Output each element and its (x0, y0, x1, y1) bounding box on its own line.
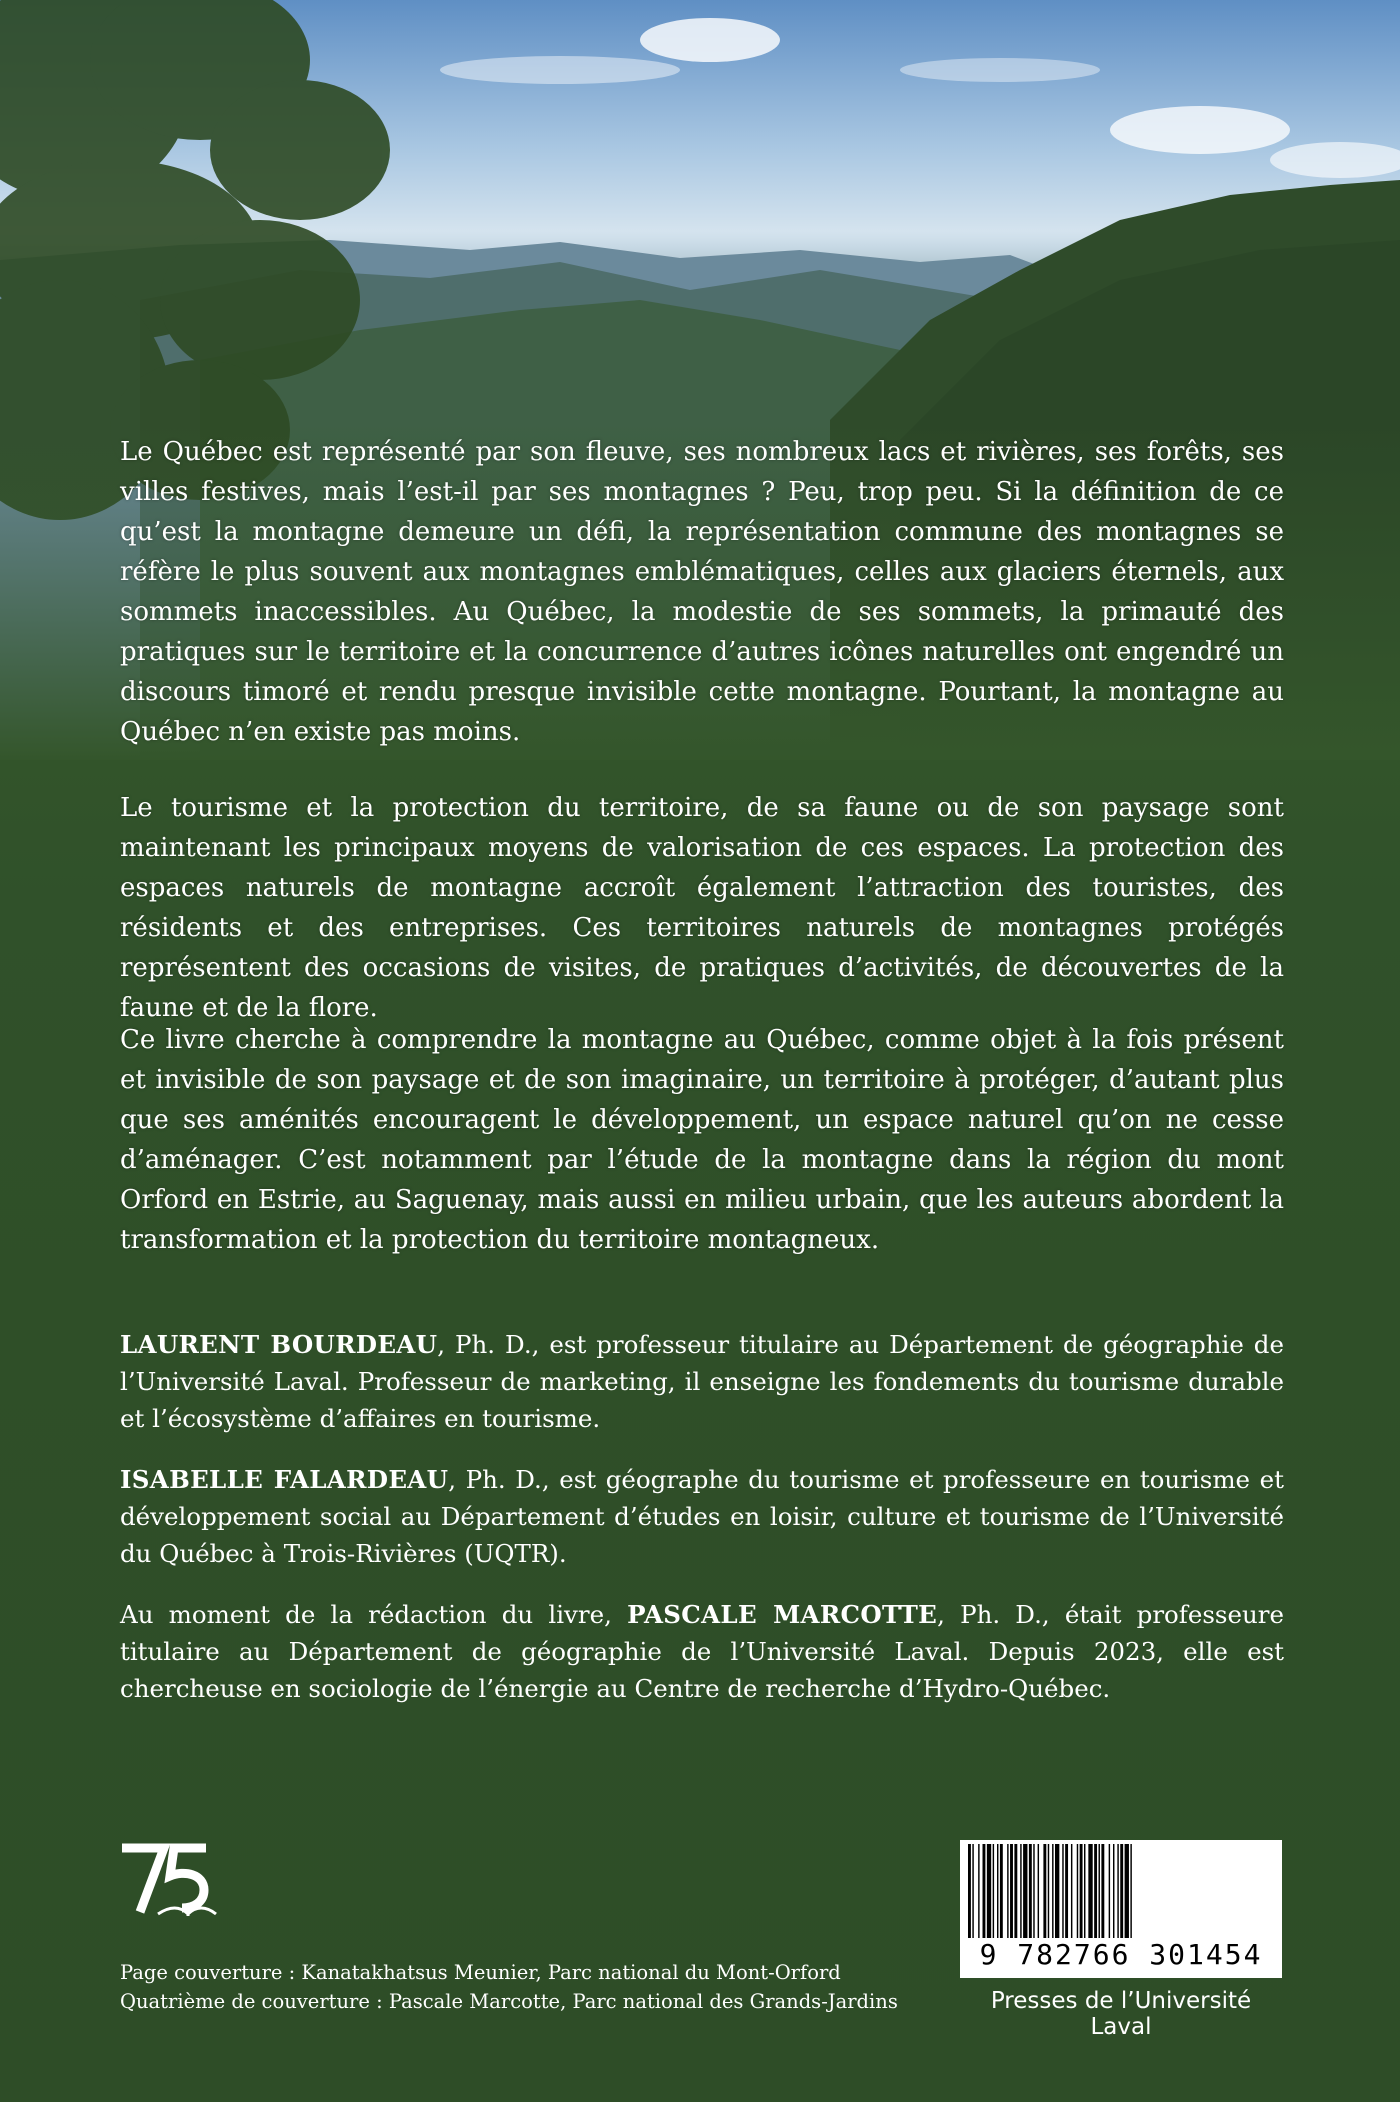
book-75-icon (118, 1840, 218, 1920)
anniversary-75-logo (118, 1840, 218, 1920)
barcode-bar (1029, 1844, 1032, 1940)
barcode-bar (1120, 1844, 1123, 1940)
author-bio-text: , Ph. D., est géographe du tourisme et professeure en tourisme et développement social au Département d’études en loisir, culture et tourisme de l’Université du Québec à Trois-Rivières (UQTR). (120, 1465, 1284, 1568)
barcode-bar (1084, 1844, 1085, 1940)
barcode-bar (1007, 1844, 1008, 1940)
publisher-name: Presses de l’Université Laval (990, 1988, 1252, 2040)
author-bio-1 (120, 1326, 1284, 1437)
isbn-barcode (960, 1840, 1282, 1978)
barcode-bar (1065, 1844, 1068, 1940)
barcode-bar (1071, 1844, 1072, 1940)
author-name: ISABELLE FALARDEAU (120, 1465, 449, 1494)
barcode-bar (1062, 1844, 1063, 1940)
author-bio-text: , Ph. D., était professeure titulaire au Département de géographie de l’Université Laval. Depuis 2023, elle est chercheuse en sociologie de l’énergie au Centre de recherche d’Hydro-Québec. (120, 1600, 1284, 1703)
barcode-bar (1094, 1844, 1097, 1940)
barcode-bar (1048, 1844, 1049, 1940)
barcode-bar (1000, 1844, 1003, 1940)
intro-text-3: Ce livre cherche à comprendre la montagne au Québec, comme objet à la fois présent et invisible de son paysage et de son imaginaire, un territoire à protéger, d’autant plus que ses aménités encouragent le développement, un espace naturel qu’on ne cesse d’aménager. C’est notamment par l’étude de la montagne dans la région du mont Orford en Estrie, au Saguenay, mais aussi en milieu urbain, que les auteurs abordent la transformation et la protection du territoire montagneux. (120, 1025, 1284, 1255)
barcode-bar (1077, 1844, 1078, 1940)
intro-paragraph-2 (120, 788, 1284, 1028)
author-bios (120, 1326, 1284, 1731)
barcode-bar (1080, 1844, 1083, 1940)
barcode-bar (968, 1844, 971, 1940)
barcode-bar (997, 1844, 998, 1940)
barcode-bar (1023, 1844, 1027, 1940)
barcode-bar (1113, 1844, 1114, 1940)
barcode-bar (978, 1844, 979, 1940)
author-name: LAURENT BOURDEAU (120, 1330, 438, 1359)
photo-credits (120, 1958, 898, 2016)
intro-paragraph-3 (120, 1020, 1284, 1260)
barcode-bar (1109, 1844, 1110, 1940)
intro-text-2: Le tourisme et la protection du territoire, de sa faune ou de son paysage sont maintenant les principaux moyens de valorisation de ces espaces. La protection des espaces naturels de montagne accroît également l’attraction des touristes, des résidents et des entreprises. Ces territoires naturels de montagnes protégés représentent des occasions de visites, de pratiques d’activités, de découvertes de la faune et de la flore. (120, 793, 1284, 1023)
barcode-bar (1117, 1844, 1118, 1940)
barcode-bar (1014, 1844, 1017, 1940)
barcode-bar (983, 1844, 986, 1940)
barcode-bar (1033, 1844, 1034, 1940)
author-name: PASCALE MARCOTTE (627, 1600, 938, 1629)
author-bio-3 (120, 1596, 1284, 1707)
barcode-bar (1101, 1844, 1104, 1940)
intro-text-1: Le Québec est représenté par son fleuve, ses nombreux lacs et rivières, ses forêts, ses villes festives, mais l’est-il par ses montagnes ? Peu, trop peu. Si la définition de ce qu’est la montagne demeure un défi, la représentation commune des montagnes se réfère le plus souvent aux montagnes emblématiques, celles aux glaciers éternels, aux sommets inaccessibles. Au Québec, la modestie de ses sommets, la primauté des pratiques sur le territoire et la concurrence d’autres icônes naturelles ont engendré un discours timoré et rendu presque invisible cette montagne. Pourtant, la montagne au Québec n’en existe pas moins. (120, 437, 1284, 747)
author-bio-text: , Ph. D., est professeur titulaire au Département de géographie de l’Université Laval. Professeur de marketing, il enseigne les fondements du tourisme durable et l’écosystème d’affaires en tourisme. (120, 1330, 1284, 1433)
author-bio-2 (120, 1461, 1284, 1572)
barcode-bar (972, 1844, 973, 1940)
front-cover-credit: Page couverture : Kanatakhatsus Meunier, Parc national du Mont-Orford (120, 1961, 841, 1984)
barcode-bar (1125, 1844, 1129, 1940)
barcode-bar (1130, 1844, 1131, 1940)
barcode-bar (1020, 1844, 1021, 1940)
barcode-bars (968, 1844, 1274, 1940)
intro-paragraph-1 (120, 432, 1284, 752)
barcode-bar (993, 1844, 994, 1940)
barcode-bar (1038, 1844, 1039, 1940)
barcode-bar (1043, 1844, 1046, 1940)
barcode-bar (987, 1844, 991, 1940)
isbn-number: 9 782766 301454 (960, 1938, 1282, 1971)
author-bio-prefix: Au moment de la rédaction du livre, (120, 1600, 628, 1629)
barcode-bar (1010, 1844, 1013, 1940)
back-cover-credit: Quatrième de couverture : Pascale Marcotte, Parc national des Grands-Jardins (120, 1990, 898, 2013)
barcode-bar (1055, 1844, 1059, 1940)
barcode-bar (1088, 1844, 1092, 1940)
barcode-bar (1099, 1844, 1100, 1940)
barcode-bar (1052, 1844, 1053, 1940)
